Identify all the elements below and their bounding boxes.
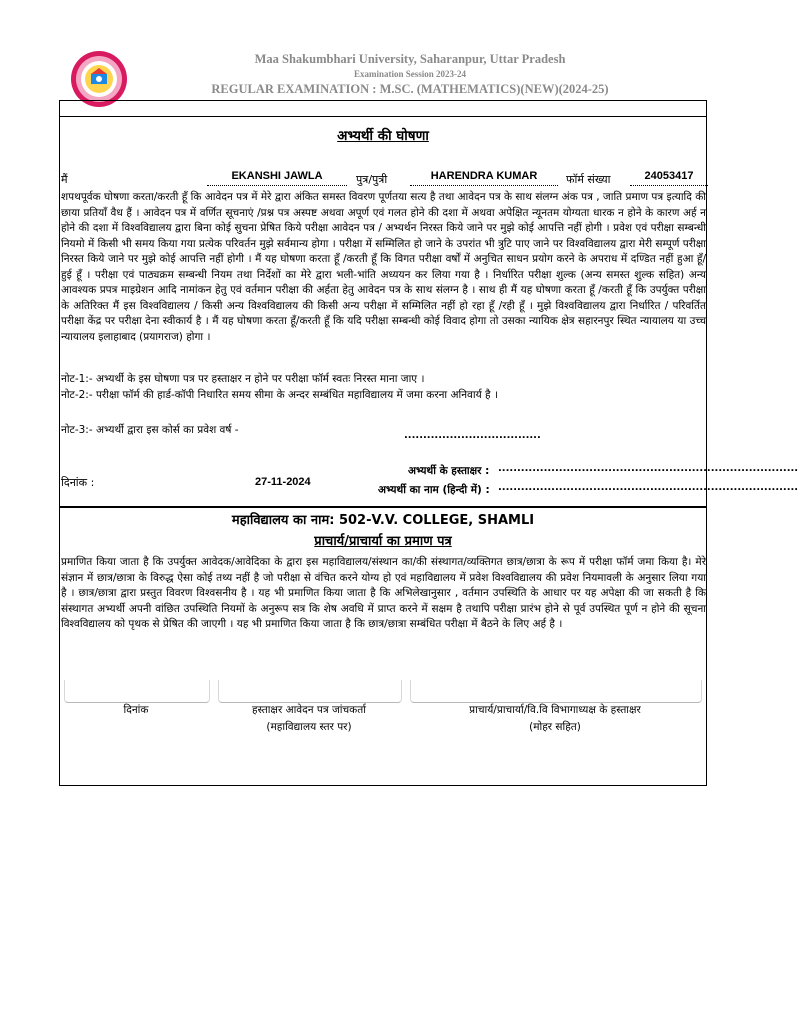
college-name: महाविद्यालय का नाम: 502-V.V. COLLEGE, SHAMLI <box>231 513 535 528</box>
declaration-date: 27-11-2024 <box>255 476 311 488</box>
form-number-label: फॉर्म संख्या <box>566 173 611 186</box>
date-label: दिनांक : <box>61 476 95 489</box>
hindi-name-blank: ............................................................................... <box>498 482 798 493</box>
note-1: नोट-1:- अभ्यर्थी के इस घोषणा पत्र पर हस्ताक्षर न होने पर परीक्षा फॉर्म स्वतः निरस्त माना जाए । <box>61 373 425 385</box>
top-divider <box>59 116 707 117</box>
form-number: 24053417 <box>630 170 708 186</box>
exam-title: REGULAR EXAMINATION : M.SC. (MATHEMATICS)(NEW)(2024-25) <box>211 82 609 96</box>
declaration-title: अभ्यर्थी की घोषणा <box>337 128 429 144</box>
certificate-title: प्राचार्य/प्राचार्या का प्रमाण पत्र <box>314 534 452 549</box>
sig-date-label: दिनांक <box>123 704 149 716</box>
admission-year-blank: .................................... <box>404 430 541 441</box>
sig-principal-label: प्राचार्य/प्राचार्या/वि.वि विभागाध्यक्ष के हस्ताक्षर <box>469 704 641 716</box>
declaration-body: शपथपूर्वक घोषणा करता/करती हूँ कि आवेदन पत्र में मेरे द्वारा अंकित समस्त विवरण पूर्णतया सत्य है तथा आवेदन पत्र के साथ संलग्न अंक पत्र , जाति प्रमाण पत्र इत्यादि की छाया प्रतियाँ वैध हैं । आवेदन पत्र में वर्णित सूचनाएं /प्रश्न पत्र अस्पष्ट अथवा अपूर्ण एवं गलत होने की दशा में अथवा अपेक्षित न्यूनतम योग्यता धारक न होने के कारण अर्ह न होने की दशा में विश्वविद्यालय द्वारा बिना कोई सुचना प्रेषित किये परीक्षा आवेदन पत्र / अभ्यर्थन निरस्त किये जाने पर मुझे कोई आपत्ति नहीं होगी । प्रवेश एवं परीक्षा सम्बन्धी नियमो में किसी भी समय किया गया प्रत्येक परिवर्तन मुझे सर्वमान्य होगा । परीक्षा में सम्मिलित हो जाने के उपरांत भी त्रुटि पाए जाने पर विश्वविद्यालय द्वारा मेरी सम्पूर्ण परीक्षा निरस्त किये जाने पर मुझे कोई आपत्ति नहीं होगी । मैं यह घोषणा करता हूँ /करती हूँ कि विगत परीक्षा वर्षों में अनुचित साधन प्रयोग करने के अपराध में दण्डित नहीं हुआ हूँ/हुई हूँ । परीक्षा एवं पाठ्यक्रम सम्बन्धी नियम तथा निर्देशों का मेरे द्वारा भली-भांति अध्ययन कर लिया गया है । निर्धारित परीक्षा शुल्क (अन्य समस्त शुल्क सहित) अन्य आवश्यक प्रपत्र माइग्रेशन आदि नामांकन हेतु एवं वर्तमान परीक्षा की अर्हता हेतु आवेदन पत्र के साथ संलग्न है । साथ ही मैं यह घोषणा करता हूँ /करती हूँ कि उपर्युक्त परीक्षा के अतिरिक्त मैं इस विश्वविद्यालय / किसी अन्य विश्वविद्यालय की किसी अन्य परीक्षा में सम्मिलित नहीं हो रहा हूँ /रही हूँ । मुझे विश्वविद्यालय द्वारा निर्धारित / परिवर्तित परीक्षा केंद्र पर परीक्षा देना स्वीकार्य है । मैं यह घोषणा करता हूँ/करती हूँ कि यदि परीक्षा सम्बन्धी कोई विवाद होगा तो उसका न्यायिक क्षेत्र सहारनपुर स्थित न्यायालय या उच्च न्यायालय इलाहाबाद (प्रयागराज) होगा । <box>61 191 706 343</box>
relation-label: पुत्र/पुत्री <box>356 173 388 186</box>
sig-checker-label: हस्ताक्षर आवेदन पत्र जांचकर्ता <box>252 704 366 716</box>
principal-signature-box <box>410 680 702 703</box>
declaration-prefix: मैं <box>61 173 68 186</box>
exam-session: Examination Session 2023-24 <box>353 69 467 79</box>
university-name: Maa Shakumbhari University, Saharanpur, Uttar Pradesh <box>254 52 566 66</box>
hindi-name-label: अभ्यर्थी का नाम (हिन्दी में) : <box>378 484 490 496</box>
signature-blank: ............................................................................... <box>498 463 798 474</box>
note-3: नोट-3:- अभ्यर्थी द्वारा इस कोर्स का प्रवेश वर्ष - <box>61 424 239 436</box>
date-signature-box <box>64 680 210 703</box>
sig-principal-sub: (मोहर सहित) <box>529 721 581 733</box>
note-2: नोट-2:- परीक्षा फॉर्म की हार्ड-कॉपी निधारित समय सीमा के अन्दर सम्बंधित महाविद्यालय में जमा करना अनिवार्य है । <box>61 389 498 401</box>
sig-checker-sub: (महाविद्यालय स्तर पर) <box>266 721 352 733</box>
father-name: HARENDRA KUMAR <box>410 170 558 186</box>
candidate-name: EKANSHI JAWLA <box>207 170 347 186</box>
section-divider <box>59 506 707 508</box>
checker-signature-box <box>218 680 402 703</box>
certificate-body: प्रमाणित किया जाता है कि उपर्युक्त आवेदक/आवेदिका के द्वारा इस महाविद्यालय/संस्थान का/की संस्थागत/व्यक्तिगत छात्र/छात्रा के रूप में परीक्षा फॉर्म जमा किया है। मेरे संज्ञान में छात्र/छात्रा के विरुद्ध ऐसा कोई तथ्य नहीं है जो परीक्षा से वंचित करने योग्य हो एवं महाविद्यालय में प्रवेश विश्वविद्यालय की प्रवेश नियमावली के अनुसार लिया गया है । छात्र/छात्रा द्वारा प्रस्तुत विवरण विश्वसनीय है । यह भी प्रमाणित किया जाता है कि अभिलेखानुसार , वर्तमान उपस्थिति के आधार पर यह अपेक्षा की जा सकती है कि संस्थागत अभ्यर्थी अपनी वांछित उपस्थिति नियमों के अनुरूप सत्र कि शेष अवधि में प्राप्त करने में सक्षम है तथापि परीक्षा प्रारंभ होने से पूर्व उपस्थित पूर्ण न होने की सूचना विश्वविद्यालय को पृथक से प्रेषित की जाएगी । यह भी प्रमाणित किया जाता है कि छात्र/छात्रा सम्बंधित परीक्षा में बैठने के लिए अर्ह है । <box>61 556 706 630</box>
signature-label: अभ्यर्थी के हस्ताक्षर : <box>408 465 490 477</box>
